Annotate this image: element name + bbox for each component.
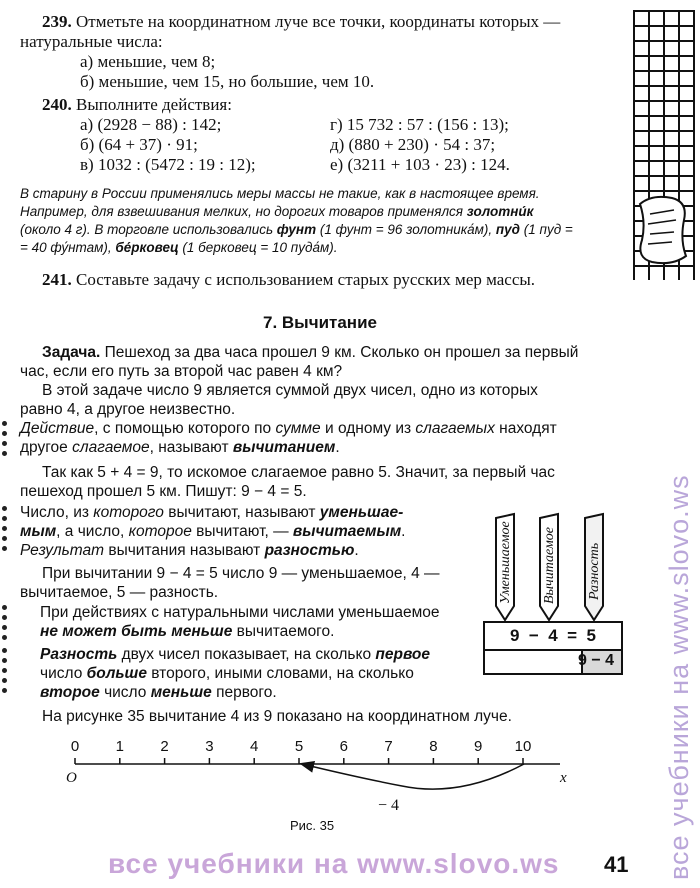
tick-label: 8	[429, 738, 438, 755]
exercise-240	[42, 95, 632, 115]
definition-difference: Разность двух чисел показывает, на сколько первое число больше второго, иными словами, на сколько второе число меньше первого.	[40, 646, 431, 701]
tick-label: 5	[294, 738, 304, 755]
tick-label: 9	[474, 738, 483, 755]
tick-label: 1	[115, 738, 124, 755]
paragraph-line: пешеход прошел 5 км. Пишут: 9 − 4 = 5.	[20, 483, 307, 500]
paragraph-line: вычитаемое, 5 — разность.	[20, 584, 219, 601]
tick-label: 7	[384, 738, 393, 755]
tick-label: 3	[205, 738, 214, 755]
scroll-icon	[632, 190, 692, 270]
exercise-item: б) (64 + 37) · 91;	[80, 135, 198, 154]
exercise-text: натуральные числа:	[20, 32, 163, 51]
figure-caption: Рис. 35	[290, 818, 335, 833]
exercise-number: 240.	[42, 95, 72, 114]
task-label: Задача.	[42, 344, 101, 361]
watermark-horizontal: все учебники на www.slovo.ws	[108, 848, 560, 879]
arc-label: − 4	[378, 797, 400, 814]
task-text: час, если его путь за второй час равен 4 км?	[20, 363, 343, 380]
label-minuend: Уменьшаемое	[498, 521, 513, 604]
history-line: В старину в России применялись меры массы не такие, как в настоящее время.	[20, 186, 540, 201]
exercise-item: б) меньшие, чем 15, но большие, чем 10.	[80, 72, 375, 91]
definition-rule: При действиях с натуральными числами уменьшаемое не может быть меньше вычитаемого.	[40, 604, 440, 640]
exercise-item: а) меньшие, чем 8;	[80, 52, 216, 71]
paragraph-line: При вычитании 9 − 4 = 5 число 9 — уменьшаемое, 4 —	[42, 565, 440, 582]
subtraction-diagram	[482, 510, 624, 680]
exercise-item: г) 15 732 : 57 : (156 : 13);	[330, 115, 509, 134]
tick-labels	[40, 738, 600, 828]
tick-label: 4	[250, 738, 259, 755]
exercise-number: 239.	[42, 12, 72, 31]
definition-marker	[2, 421, 8, 461]
section-title: 7. Вычитание	[263, 313, 377, 332]
label-difference: Разность	[587, 542, 602, 600]
task-block	[20, 343, 630, 419]
exercise-241	[42, 270, 632, 290]
axis-label: x	[560, 770, 567, 786]
diagram-equation: 9 − 4 = 5	[509, 626, 596, 645]
exercise-item: в) 1032 : (5472 : 19 : 12);	[80, 155, 256, 174]
exercise-item: д) (880 + 230) · 54 : 37;	[330, 135, 496, 154]
watermark-vertical: все учебники на www.slovo.ws	[664, 474, 694, 880]
label-subtrahend: Вычитаемое	[542, 526, 557, 604]
task-text: Пешеход за два часа прошел 9 км. Сколько он прошел за первый	[100, 344, 579, 361]
definition-marker	[2, 506, 8, 556]
exercise-240-left-column	[80, 115, 256, 175]
exercise-text: Выполните действия:	[76, 95, 232, 114]
exercise-text: Составьте задачу с использованием старых русских мер массы.	[76, 270, 536, 289]
tick-label: 2	[160, 738, 169, 755]
page-number: 41	[604, 852, 629, 877]
history-note	[20, 185, 630, 257]
task-text: равно 4, а другое неизвестно.	[20, 401, 236, 418]
paragraph-line: Так как 5 + 4 = 9, то искомое слагаемое равно 5. Значит, за первый час	[42, 464, 555, 481]
history-line: Например, для взвешивания мелких, но дорогих товаров применялся золотни́к	[20, 204, 534, 219]
exercise-item: а) (2928 − 88) : 142;	[80, 115, 222, 134]
definition-subtraction: Действие, с помощью которого по сумме и одному из слагаемых находят другое слагаемое, называют вычитанием.	[20, 420, 557, 456]
definition-marker	[2, 605, 8, 645]
paragraph	[20, 564, 480, 602]
exercise-number: 241.	[42, 270, 72, 289]
history-line: = 40 фу́нтам), бе́рковец (1 берковец = 10 пуда́м).	[20, 240, 338, 255]
tick-label: 10	[514, 738, 532, 755]
definition-terms: Число, из которого вычитают, называют уменьшае- мым, а число, которое вычитают, — вычитаемым. Результат вычитания называют разностью.	[20, 504, 406, 559]
diagram-bottom: 9 − 4	[577, 652, 615, 669]
exercise-text: Отметьте на координатном луче все точки, координаты которых —	[76, 12, 561, 31]
paragraph	[20, 463, 630, 501]
paragraph: На рисунке 35 вычитание 4 из 9 показано на координатном луче.	[42, 708, 512, 725]
origin-label: O	[66, 770, 77, 786]
tick-label: 0	[70, 738, 80, 755]
history-line: (около 4 г). В торговле использовались фунт (1 фунт = 96 золотника́м), пуд (1 пуд =	[20, 222, 573, 237]
exercise-239	[20, 12, 632, 92]
definition-marker	[2, 648, 8, 698]
task-text: В этой задаче число 9 является суммой двух чисел, одно из которых	[42, 382, 538, 399]
tick-label: 6	[339, 738, 348, 755]
exercise-240-right-column	[330, 115, 510, 175]
exercise-item: е) (3211 + 103 · 23) : 124.	[330, 155, 510, 174]
